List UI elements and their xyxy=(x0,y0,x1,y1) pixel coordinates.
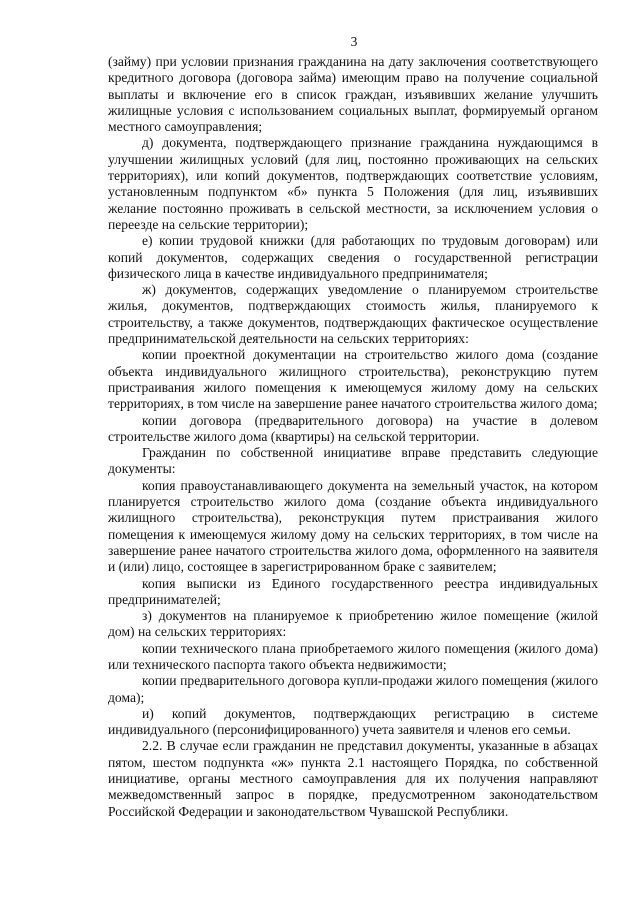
paragraph: (займу) при условии признания гражданина на дату заключения соответствующего кредитного договора (договора займа) имеющим право на получение социальной выплаты и включение его в список граждан, изъявивших желание улучшить жилищные условия с использованием социальных выплат, формируемый органом местного самоуправления; xyxy=(108,54,598,135)
page-number: 3 xyxy=(350,34,358,49)
paragraph: копия правоустанавливающего документа на земельный участок, на котором планируется строительство жилого дома (создание объекта индивидуального жилищного строительства), реконструкция путем пристраивания жилого помещения к имеющемуся жилому дому на сельских территориях, в том числе на завершение ранее начатого строительства жилого дома, оформленного на заявителя и (или) лицо, состоящее в зарегистрированном браке с заявителем; xyxy=(108,477,598,575)
paragraph: ж) документов, содержащих уведомление о планируемом строительстве жилья, документов, подтверждающих стоимость жилья, планируемого к строительству, а также документов, подтверждающих фактическое осуществление предпринимательской деятельности на сельских территориях: xyxy=(108,282,598,347)
paragraph: копии договора (предварительного договора) на участие в долевом строительстве жилого дома (квартиры) на сельской территории. xyxy=(108,412,598,444)
paragraph: 2.2. В случае если гражданин не представил документы, указанные в абзацах пятом, шестом подпункта «ж» пункта 2.1 настоящего Порядка, по собственной инициативе, органы местного самоуправления для их получения направляют межведомственный запрос в порядке, предусмотренном законодательством Российской Федерации и законодательством Чувашской Республики. xyxy=(108,738,598,819)
paragraph: копии технического плана приобретаемого жилого помещения (жилого дома) или технического паспорта такого объекта недвижимости; xyxy=(108,640,598,672)
paragraph: и) копий документов, подтверждающих регистрацию в системе индивидуального (персонифицированного) учета заявителя и членов его семьи. xyxy=(108,705,598,738)
paragraph: д) документа, подтверждающего признание гражданина нуждающимся в улучшении жилищных условий (для лиц, постоянно проживающих на сельских территориях), или копий документов, подтверждающих соответствие условиям, установленным подпунктом «б» пункта 5 Положения (для лиц, изъявивших желание постоянно проживать в сельской местности, за исключением условия о переезде на сельские территории); xyxy=(108,135,598,232)
document-body xyxy=(108,54,598,820)
paragraph: копии проектной документации на строительство жилого дома (создание объекта индивидуального жилищного строительства), реконструкцию путем пристраивания жилого помещения к имеющемуся жилому дому на сельских территориях, в том числе на завершение ранее начатого строительства жилого дома; xyxy=(108,347,598,412)
paragraph: з) документов на планируемое к приобретению жилое помещение (жилой дом) на сельских территориях: xyxy=(108,608,598,640)
paragraph: копия выписки из Единого государственного реестра индивидуальных предпринимателей; xyxy=(108,575,598,607)
paragraph: Гражданин по собственной инициативе вправе представить следующие документы: xyxy=(108,445,598,477)
paragraph: копии предварительного договора купли-продажи жилого помещения (жилого дома); xyxy=(108,673,598,705)
paragraph: е) копии трудовой книжки (для работающих по трудовым договорам) или копий документов, содержащих сведения о государственной регистрации физического лица в качестве индивидуального предпринимателя; xyxy=(108,233,598,281)
